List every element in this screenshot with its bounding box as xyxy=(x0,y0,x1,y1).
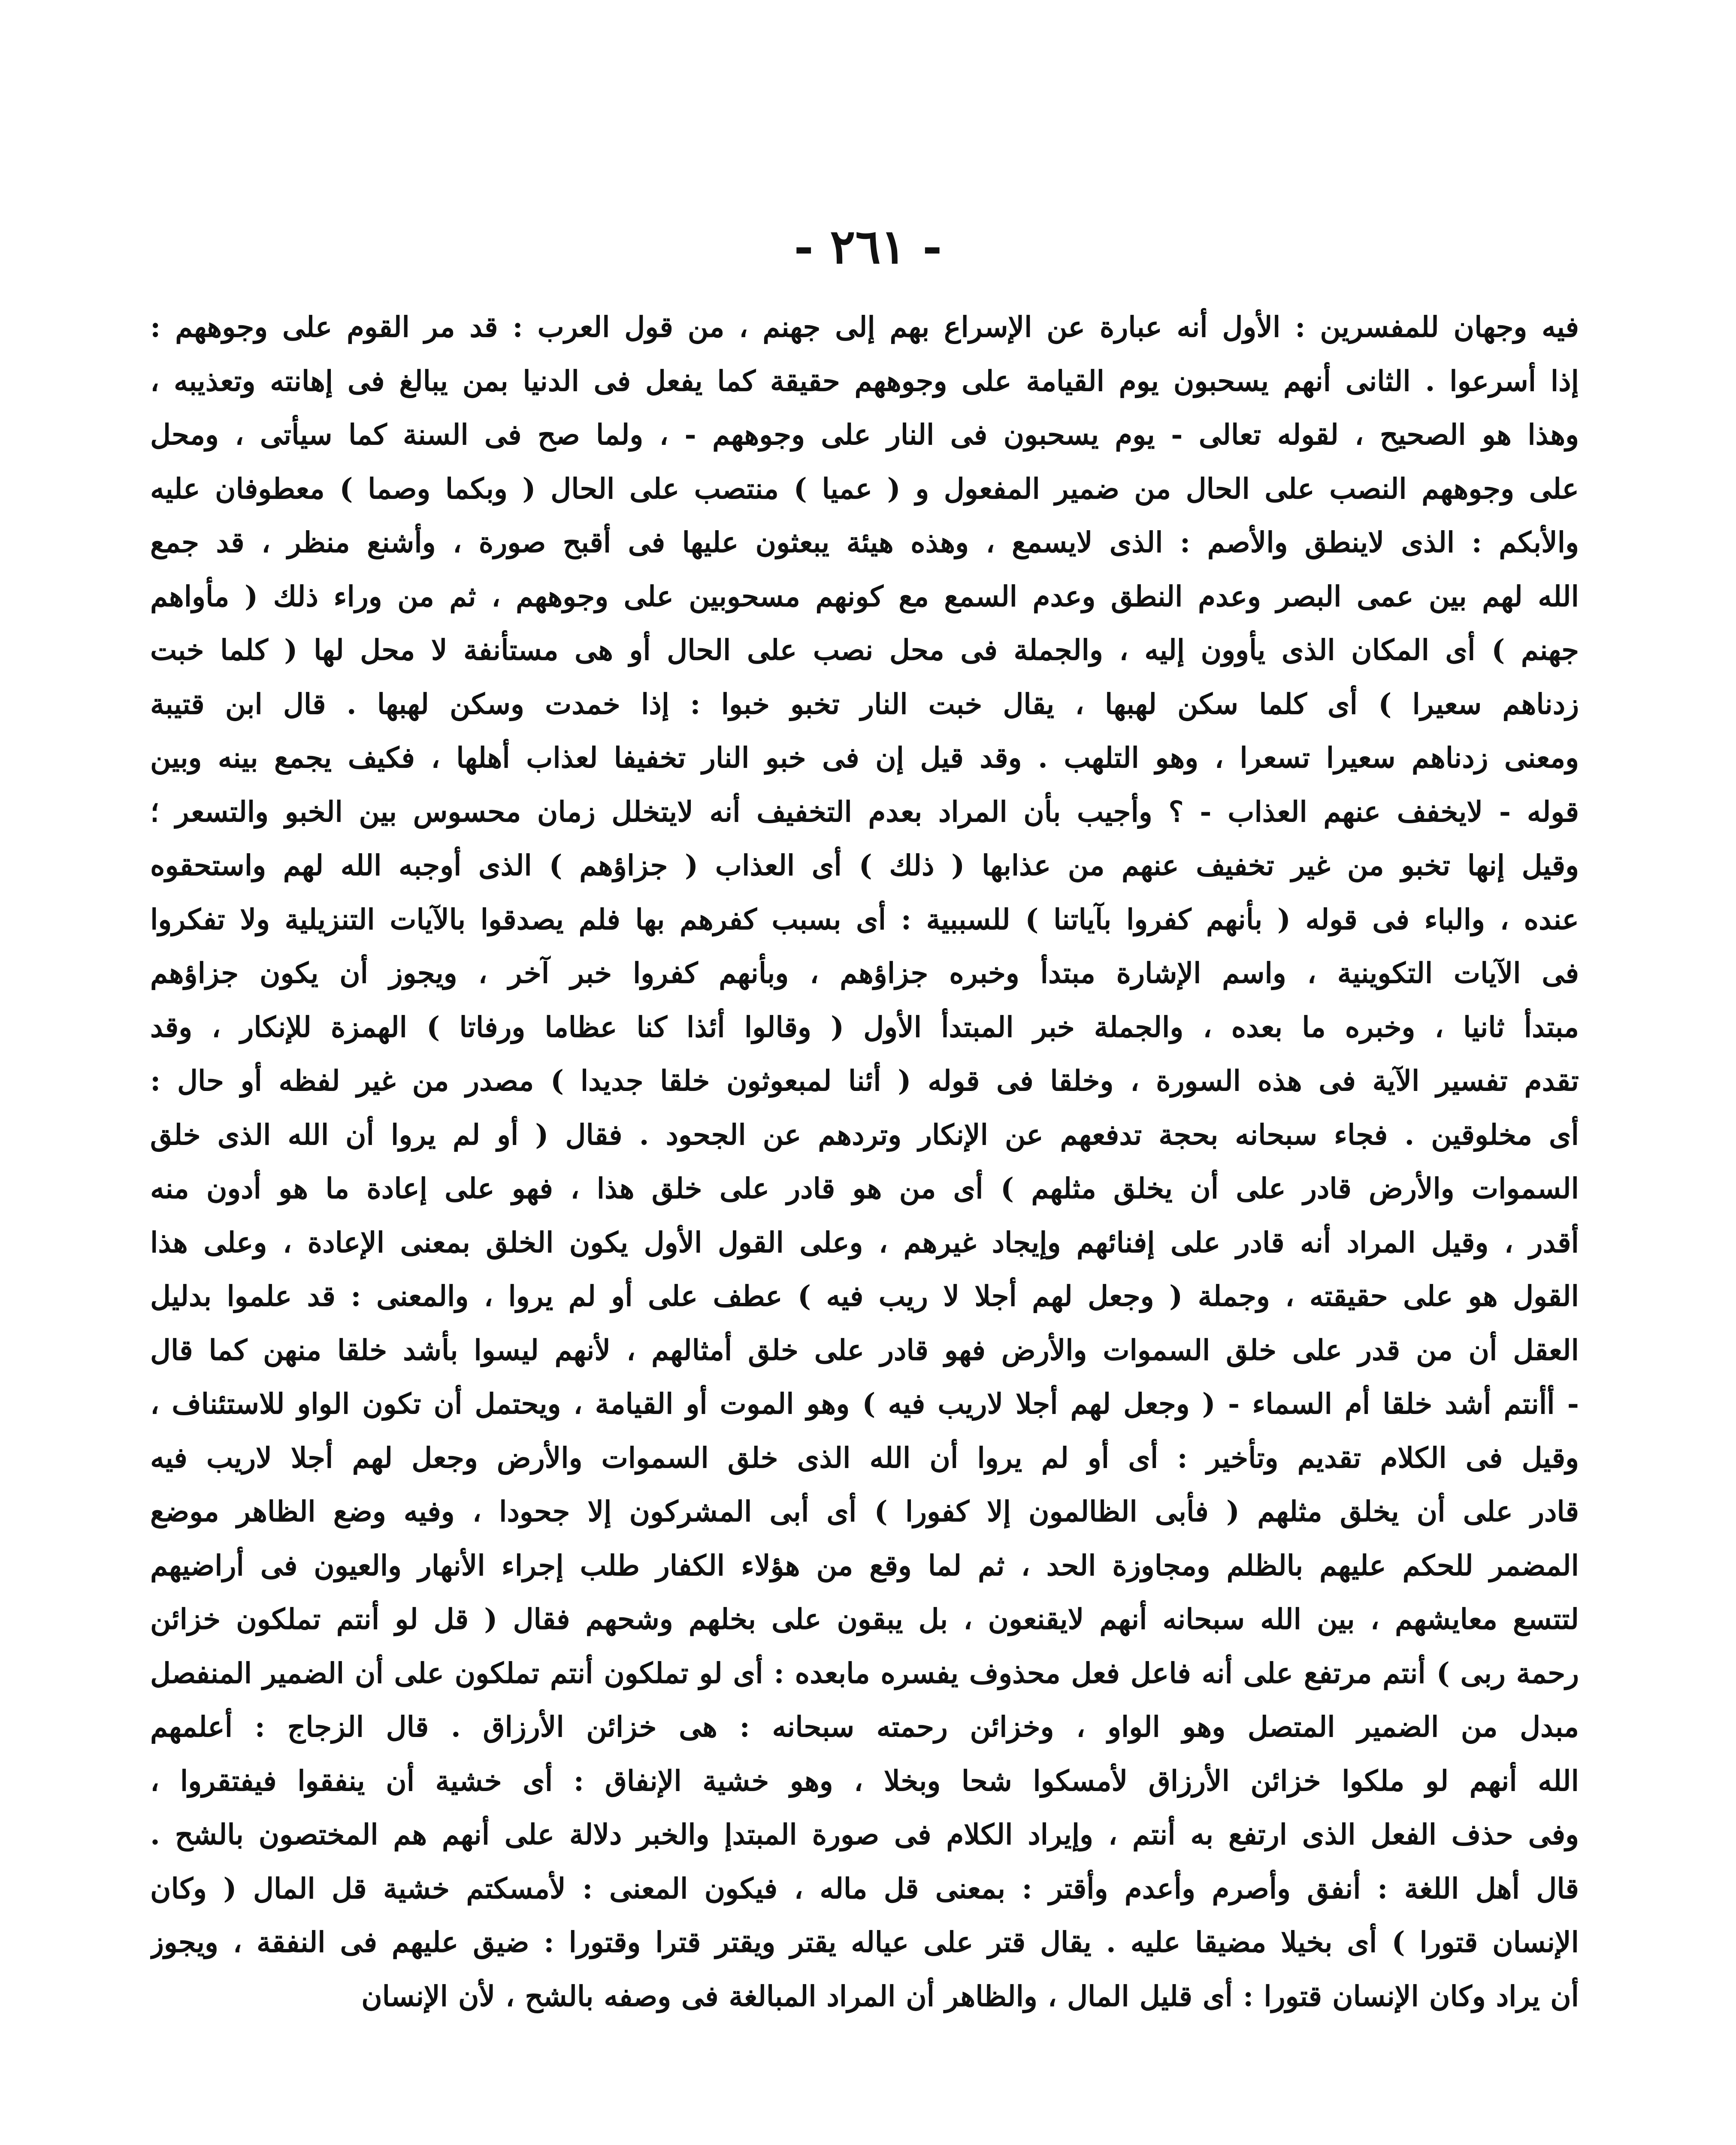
text-line: الله أنهم لو ملكوا خزائن الأرزاق لأمسكوا شحا وبخلا ، وهو خشية الإنفاق : أى خشية أن ينفقوا فيفتقروا ، xyxy=(150,1764,1579,1798)
text-line: أقدر ، وقيل المراد أنه قادر على إفنائهم وإيجاد غيرهم ، وعلى القول الأول يكون الخلق بمعنى الإعادة ، وعلى هذا xyxy=(150,1225,1579,1259)
text-line: الله لهم بين عمى البصر وعدم النطق وعدم السمع مع كونهم مسحوبين على وجوههم ، ثم من وراء ذلك ( مأواهم xyxy=(150,579,1579,613)
text-line: رحمة ربى ) أنتم مرتفع على أنه فاعل فعل محذوف يفسره مابعده : أى لو تملكون أنتم تملكون على أن الضمير المنفصل xyxy=(150,1656,1579,1690)
text-line: أى مخلوقين . فجاء سبحانه بحجة تدفعهم عن الإنكار وتردهم عن الجحود . فقال ( أو لم يروا أن الله الذى خلق xyxy=(150,1118,1579,1151)
text-line: القول هو على حقيقته ، وجملة ( وجعل لهم أجلا لا ريب فيه ) عطف على أو لم يروا ، والمعنى : قد علموا بدليل xyxy=(150,1279,1579,1313)
text-line: فيه وجهان للمفسرين : الأول أنه عبارة عن الإسراع بهم إلى جهنم ، من قول العرب : قد مر القوم على وجوههم : xyxy=(150,310,1579,344)
text-line: على وجوههم النصب على الحال من ضمير المفعول و ( عميا ) منتصب على الحال ( وبكما وصما ) معطوفان عليه xyxy=(150,471,1579,505)
text-line: - أأنتم أشد خلقا أم السماء - ( وجعل لهم أجلا لاريب فيه ) وهو الموت أو القيامة ، ويحتمل أن تكون الواو للاستئناف ، xyxy=(150,1387,1579,1420)
text-line: فى الآيات التكوينية ، واسم الإشارة مبتدأ وخبره جزاؤهم ، وبأنهم كفروا خبر آخر ، ويجوز أن يكون جزاؤهم xyxy=(150,956,1579,990)
text-line: قال أهل اللغة : أنفق وأصرم وأعدم وأقتر : بمعنى قل ماله ، فيكون المعنى : لأمسكتم خشية قل المال ( وكان xyxy=(150,1871,1579,1905)
text-line: العقل أن من قدر على خلق السموات والأرض فهو قادر على خلق أمثالهم ، لأنهم ليسوا بأشد خلقا منهن كما قال xyxy=(150,1333,1579,1367)
text-line: وهذا هو الصحيح ، لقوله تعالى - يوم يسحبون فى النار على وجوههم - ، ولما صح فى السنة كما سيأتى ، ومحل xyxy=(150,418,1579,451)
text-line: وقيل إنها تخبو من غير تخفيف عنهم من عذابها ( ذلك ) أى العذاب ( جزاؤهم ) الذى أوجبه الله لهم واستحقوه xyxy=(150,849,1579,882)
text-line: عنده ، والباء فى قوله ( بأنهم كفروا بآياتنا ) للسببية : أى بسبب كفرهم بها فلم يصدقوا بالآيات التنزيلية ولا تفكروا xyxy=(150,902,1579,936)
text-line: جهنم ) أى المكان الذى يأوون إليه ، والجملة فى محل نصب على الحال أو هى مستأنفة لا محل لها ( كلما خبت xyxy=(150,633,1579,667)
text-line: ومعنى زدناهم سعيرا تسعرا ، وهو التلهب . وقد قيل إن فى خبو النار تخفيفا لعذاب أهلها ، فكيف يجمع بينه وبين xyxy=(150,741,1579,774)
text-line: أن يراد وكان الإنسان قتورا : أى قليل المال ، والظاهر أن المراد المبالغة فى وصفه بالشح ، لأن الإنسان xyxy=(361,1979,1579,2013)
text-line: الإنسان قتورا ) أى بخيلا مضيقا عليه . يقال قتر على عياله يقتر ويقتر قترا وقتورا : ضيق عليهم فى النفقة ، ويجوز xyxy=(150,1925,1579,1959)
text-line: مبدل من الضمير المتصل وهو الواو ، وخزائن رحمته سبحانه : هى خزائن الأرزاق . قال الزجاج : أعلمهم xyxy=(150,1710,1579,1743)
text-line: وقيل فى الكلام تقديم وتأخير : أى أو لم يروا أن الله الذى خلق السموات والأرض وجعل لهم أجلا لاريب فيه xyxy=(150,1441,1579,1474)
text-line: السموات والأرض قادر على أن يخلق مثلهم ) أى من هو قادر على خلق هذا ، فهو على إعادة ما هو أدون منه xyxy=(150,1172,1579,1205)
text-line: قوله - لايخفف عنهم العذاب - ؟ وأجيب بأن المراد بعدم التخفيف أنه لايتخلل زمان محسوس بين الخبو والتسعر ؛ xyxy=(150,795,1579,828)
text-line: والأبكم : الذى لاينطق والأصم : الذى لايسمع ، وهذه هيئة يبعثون عليها فى أقبح صورة ، وأشنع منظر ، قد جمع xyxy=(150,526,1579,559)
text-line: زدناهم سعيرا ) أى كلما سكن لهبها ، يقال خبت النار تخبو خبوا : إذا خمدت وسكن لهبها . قال ابن قتيبة xyxy=(150,687,1579,721)
text-line: وفى حذف الفعل الذى ارتفع به أنتم ، وإيراد الكلام فى صورة المبتدإ والخبر دلالة على أنهم هم المختصون بالشح . xyxy=(150,1818,1579,1851)
text-line: إذا أسرعوا . الثانى أنهم يسحبون يوم القيامة على وجوههم حقيقة كما يفعل فى الدنيا بمن يبالغ فى إهانته وتعذيبه ، xyxy=(150,364,1579,398)
text-line: تقدم تفسير الآية فى هذه السورة ، وخلقا فى قوله ( أئنا لمبعوثون خلقا جديدا ) مصدر من غير لفظه أو حال : xyxy=(150,1064,1579,1097)
page-number: - ٢٦١ - xyxy=(794,219,942,274)
text-line: مبتدأ ثانيا ، وخبره ما بعده ، والجملة خبر المبتدأ الأول ( وقالوا أئذا كنا عظاما ورفاتا ) الهمزة للإنكار ، وقد xyxy=(150,1010,1579,1044)
text-line: لتتسع معايشهم ، بين الله سبحانه أنهم لايقنعون ، بل يبقون على بخلهم وشحهم فقال ( قل لو أنتم تملكون خزائن xyxy=(150,1602,1579,1636)
text-line: قادر على أن يخلق مثلهم ( فأبى الظالمون إلا كفورا ) أى أبى المشركون إلا جحودا ، وفيه وضع الظاهر موضع xyxy=(150,1495,1579,1528)
body-text xyxy=(150,300,1579,2023)
text-line: المضمر للحكم عليهم بالظلم ومجاوزة الحد ، ثم لما وقع من هؤلاء الكفار طلب إجراء الأنهار والعيون فى أراضيهم xyxy=(150,1548,1579,1582)
